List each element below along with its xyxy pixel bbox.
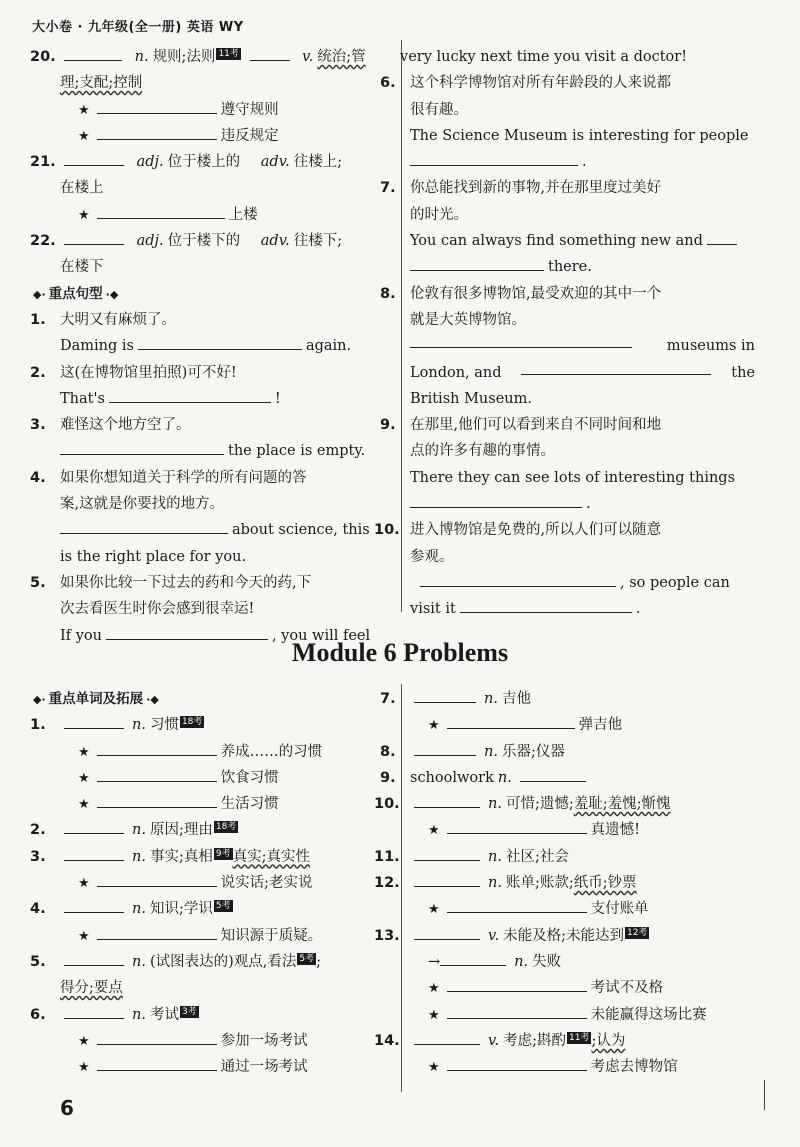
answer-blank[interactable]	[447, 819, 587, 834]
answer-blank[interactable]	[64, 46, 122, 61]
sentence-2-en: That's !	[60, 386, 392, 412]
exam-frequency-badge: 18考	[215, 822, 237, 833]
star-icon: ★	[78, 207, 90, 223]
sentence-10-en2: visit it .	[410, 596, 755, 622]
answer-blank[interactable]	[97, 204, 225, 219]
star-icon: ★	[428, 902, 440, 918]
sentence-10-en1: , so people can	[410, 570, 755, 596]
star-icon: ★	[428, 981, 440, 997]
answer-blank[interactable]	[97, 872, 217, 887]
page-header: 大小卷 · 九年级(全一册) 英语 WY	[32, 20, 244, 35]
answer-blank[interactable]	[97, 741, 217, 756]
page-number: 6	[60, 1096, 74, 1120]
answer-blank[interactable]	[64, 898, 124, 913]
star-icon: ★	[428, 1060, 440, 1076]
star-icon: ★	[428, 823, 440, 839]
star-icon: ★	[78, 1033, 90, 1049]
item-20-star2: ★ 违反规定	[60, 123, 392, 149]
answer-blank[interactable]	[109, 388, 271, 403]
item-20-star1: ★ 遵守规则	[60, 97, 392, 123]
answer-blank[interactable]	[447, 977, 587, 992]
answer-blank[interactable]	[64, 951, 124, 966]
sentence-10-cn1: 10. 进入博物馆是免费的,所以人们可以随意	[374, 522, 662, 539]
word-11: 11. n. 社区;社会	[410, 844, 755, 870]
answer-blank[interactable]	[64, 846, 124, 861]
section-heading-key-sentences: ◆· 重点句型 ·◆	[33, 285, 119, 302]
sentence-1-en: Daming is again.	[60, 333, 392, 359]
sentence-3-en: the place is empty.	[60, 438, 392, 464]
answer-blank[interactable]	[250, 46, 290, 61]
answer-blank[interactable]	[440, 951, 506, 966]
star-icon: ★	[78, 102, 90, 118]
exam-frequency-badge: 18考	[181, 717, 203, 728]
exam-frequency-badge: 11考	[568, 1032, 590, 1043]
answer-blank[interactable]	[410, 333, 632, 348]
arrow-icon: →	[428, 953, 441, 970]
answer-blank[interactable]	[97, 793, 217, 808]
answer-blank[interactable]	[414, 846, 480, 861]
bottom-left-column: ◆· 重点单词及拓展 ·◆ 1. n. 习惯 18考 ★ 养成……的习惯 ★ 饮食习惯 ★ 生活习惯 2. n. 原因;理由 18考 3. n. 事实;真相 9考 真实;真实性 ★ 说实话;老实说 4. n. 知识;学识 5考 ★ 知识源于质疑。 5. n. (试图表达的)观点,看法 5考 ; 得分;要点 6. n. 考试 3考 ★ 参加一场考试 ★ 通过一场考试	[60, 686, 392, 1080]
item-20-line2: 理;支配;控制	[60, 75, 143, 92]
sentence-7-en-blank: there.	[410, 254, 755, 280]
answer-blank[interactable]	[97, 1030, 217, 1045]
answer-blank[interactable]	[521, 360, 711, 375]
exam-frequency-badge: 5考	[299, 953, 315, 964]
sentence-7-cn1: 7. 你总能找到新的事物,并在那里度过美好	[380, 180, 662, 197]
answer-blank[interactable]	[460, 598, 632, 613]
word-8: 8. n. 乐器;仪器	[410, 739, 755, 765]
exam-frequency-badge: 5考	[215, 901, 231, 912]
sentence-6-en-blank: .	[410, 149, 755, 175]
sentence-5-cn1: 5. 如果你比较一下过去的药和今天的药,下	[30, 574, 312, 591]
answer-blank[interactable]	[97, 1056, 217, 1071]
column-divider-top	[401, 40, 402, 612]
word-12: 12. n. 账单;账款;纸币;钞票	[410, 870, 755, 896]
word-13: 13. v. 未能及格;未能达到 12考	[410, 923, 755, 949]
page-edge-mark	[764, 1080, 765, 1110]
answer-blank[interactable]	[420, 572, 616, 587]
word-7: 7. n. 吉他	[410, 686, 755, 712]
sentence-1-cn: 1. 大明又有麻烦了。	[30, 311, 176, 328]
star-icon: ★	[78, 797, 90, 813]
answer-blank[interactable]	[64, 151, 124, 166]
star-icon: ★	[78, 928, 90, 944]
answer-blank[interactable]	[447, 1004, 587, 1019]
answer-blank[interactable]	[414, 793, 480, 808]
star-icon: ★	[78, 1060, 90, 1076]
answer-blank[interactable]	[138, 335, 302, 350]
answer-blank[interactable]	[64, 714, 124, 729]
sentence-9-cn1: 9. 在那里,他们可以看到来自不同时间和地	[380, 417, 662, 434]
top-left-column: 20. n. 规则;法则 11考 v. 统治;管 理;支配;控制 ★ 遵守规则 ★ 违反规定 21. adj. 位于楼上的 adv. 往楼上; 在楼上 ★ 上楼 22. adj. 位于楼下的 adv. 往楼下; 在楼下 ◆· 重点句型 ·◆ 1. 大明又有麻烦了。 Daming is again. 2. 这(在博物馆里拍照)可不好! That's ! 3. 难怪这个地方空了。 the place is empty. 4. 如果你想知道关于科学的所有问题的答 案,这就是你要找的地方。 about science, this is the right place for you. 5. 如果你比较一下过去的药和今天的药,下 次去看医生时你会感到很幸运! If you , you will feel	[60, 44, 392, 649]
answer-blank[interactable]	[447, 898, 587, 913]
star-icon: ★	[78, 770, 90, 786]
sentence-5-en: If you , you will feel	[60, 623, 392, 649]
sentence-2-cn: 2. 这(在博物馆里拍照)可不好!	[30, 364, 237, 381]
word-6: 6. n. 考试 3考	[60, 1002, 392, 1028]
star-icon: ★	[428, 718, 440, 734]
item-21-star: ★ 上楼	[60, 202, 392, 228]
exam-frequency-badge: 9考	[215, 848, 231, 859]
module-title: Module 6 Problems	[291, 638, 509, 667]
answer-blank[interactable]	[64, 230, 124, 245]
sentence-4-cn1: 4. 如果你想知道关于科学的所有问题的答	[30, 469, 307, 486]
word-1: 1. n. 习惯 18考	[60, 712, 392, 738]
answer-blank[interactable]	[64, 819, 124, 834]
answer-blank[interactable]	[414, 741, 476, 756]
item-20-line1: 20. n. 规则;法则 11考 v. 统治;管	[60, 44, 392, 70]
word-10: 10. n. 可惜;遗憾;羞耻;羞愧;惭愧	[410, 791, 755, 817]
exam-frequency-badge: 11考	[218, 49, 239, 59]
sentence-8-cn1: 8. 伦敦有很多博物馆,最受欢迎的其中一个	[380, 285, 662, 302]
answer-blank[interactable]	[97, 99, 217, 114]
exam-frequency-badge: 3考	[181, 1006, 197, 1017]
answer-blank[interactable]	[520, 767, 586, 782]
sentence-9-en-blank: .	[410, 491, 755, 517]
star-icon: ★	[78, 128, 90, 144]
sentence-5-continued: very lucky next time you visit a doctor!	[400, 49, 688, 65]
word-2: 2. n. 原因;理由 18考	[60, 817, 392, 843]
answer-blank[interactable]	[447, 1056, 587, 1071]
word-4: 4. n. 知识;学识 5考	[60, 896, 392, 922]
word-5: 5. n. (试图表达的)观点,看法 5考 ;	[60, 949, 392, 975]
sentence-8-en1: museums in	[410, 333, 755, 359]
answer-blank[interactable]	[60, 519, 228, 534]
answer-blank[interactable]	[410, 256, 544, 271]
answer-blank[interactable]	[64, 1004, 124, 1019]
answer-blank[interactable]	[414, 872, 480, 887]
answer-blank[interactable]	[414, 688, 476, 703]
answer-blank[interactable]	[60, 440, 224, 455]
sentence-8-en2: London, and the	[410, 360, 755, 386]
answer-blank[interactable]	[707, 230, 737, 245]
section-heading-key-words: ◆· 重点单词及拓展 ·◆	[33, 691, 159, 707]
word-9: 9. schoolwork n.	[410, 765, 755, 791]
star-icon: ★	[428, 1007, 440, 1023]
answer-blank[interactable]	[97, 125, 217, 140]
answer-blank[interactable]	[97, 767, 217, 782]
answer-blank[interactable]	[97, 925, 217, 940]
item-22-line1: 22. adj. 位于楼下的 adv. 往楼下;	[60, 228, 392, 254]
answer-blank[interactable]	[447, 714, 575, 729]
star-icon: ★	[78, 876, 90, 892]
answer-blank[interactable]	[410, 493, 582, 508]
word-3: 3. n. 事实;真相 9考 真实;真实性	[60, 844, 392, 870]
star-icon: ★	[78, 744, 90, 760]
item-21-line1: 21. adj. 位于楼上的 adv. 往楼上;	[60, 149, 392, 175]
sentence-3-cn: 3. 难怪这个地方空了。	[30, 417, 191, 434]
answer-blank[interactable]	[414, 925, 480, 940]
sentence-4-en: about science, this	[60, 517, 392, 543]
item-number: 20.	[30, 49, 56, 65]
sentence-6-cn1: 6. 这个科学博物馆对所有年龄段的人来说都	[380, 75, 671, 92]
exam-frequency-badge: 12考	[626, 927, 648, 938]
bottom-right-column: 7. n. 吉他 ★ 弹吉他 8. n. 乐器;仪器 9. schoolwork n. 10. n. 可惜;遗憾;羞耻;羞愧;惭愧 ★ 真遗憾! 11. n. 社区;社会 12. n. 账单;账款;纸币;钞票 ★ 支付账单 13. v. 未能及格;未能达到 12考 → n. 失败 ★ 考试不及格 ★ 未能赢得这场比赛 14. v. 考虑;斟酌 11考 ;认为 ★ 考虑去博物馆	[410, 686, 755, 1080]
answer-blank[interactable]	[410, 151, 578, 166]
top-right-column: very lucky next time you visit a doctor! 6. 这个科学博物馆对所有年龄段的人来说都 很有趣。 The Science Museum is interesting for people . 7. 你总能找到新的事物,并在那里度过美好 的时光。 You can always find something new and there. 8. 伦敦有很多博物馆,最受欢迎的其中一个 就是大英博物馆。 museums in London, and the British Museum. 9. 在那里,他们可以看到来自不同时间和地 点的许多有趣的事情。 There they can see lots of interesting things . 10. 进入博物馆是免费的,所以人们可以随意 参观。 , so people can visit it .	[410, 44, 755, 623]
word-14: 14. v. 考虑;斟酌 11考 ;认为	[410, 1028, 755, 1054]
answer-blank[interactable]	[414, 1030, 480, 1045]
